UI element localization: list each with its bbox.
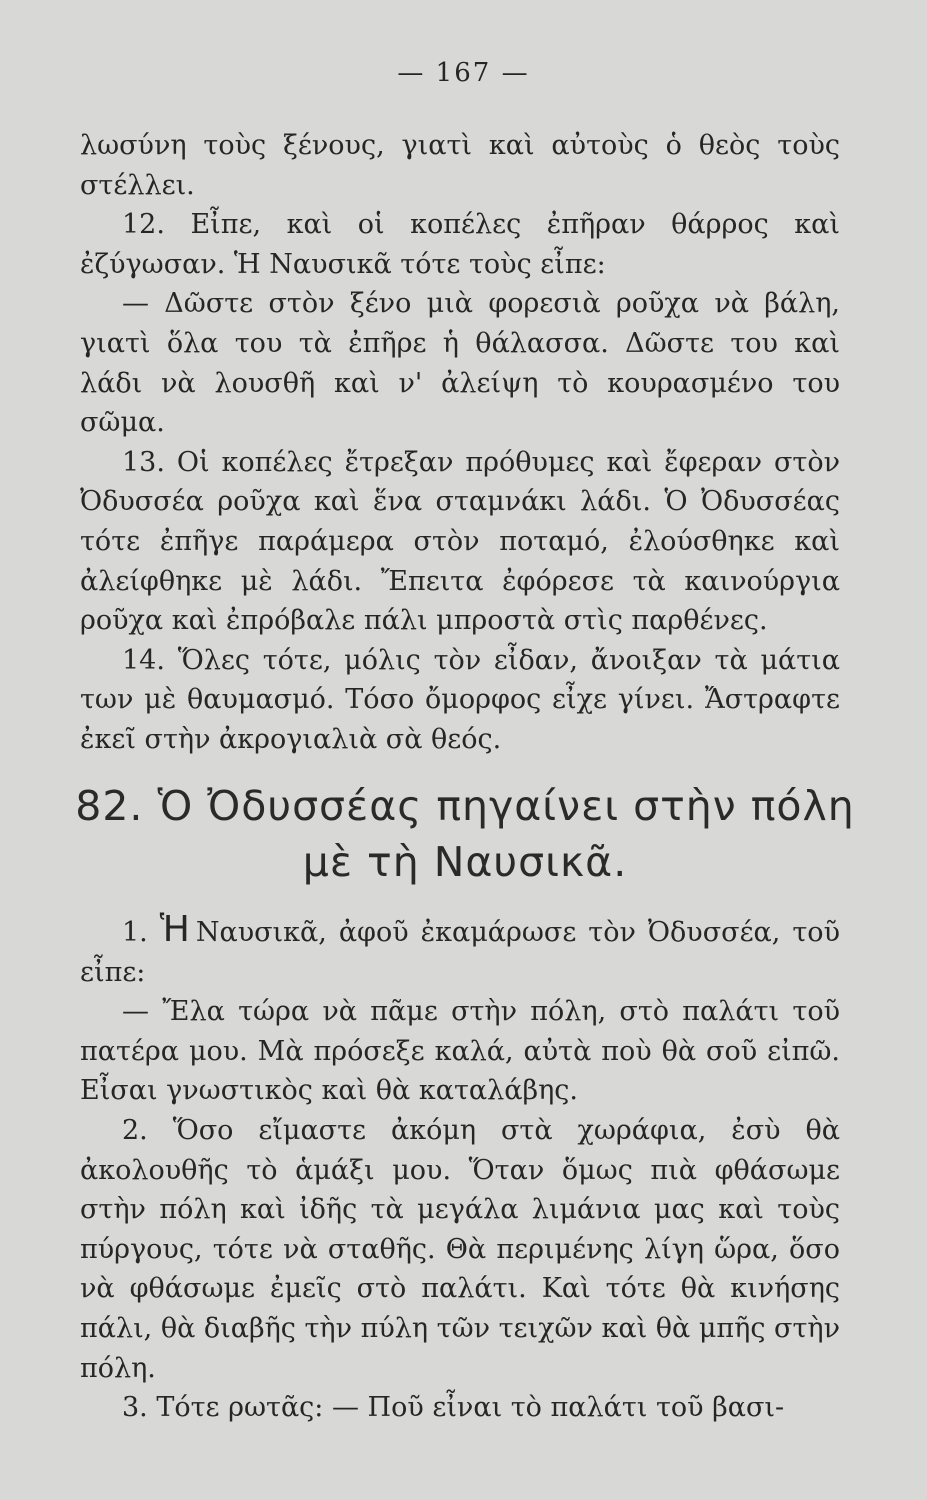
paragraph-1 xyxy=(80,910,840,992)
drop-cap-letter: Ἡ xyxy=(159,909,190,950)
paragraph-nausicaa-instructions: — Ἔλα τώρα νὰ πᾶμε στὴν πόλη, στὸ παλάτι τοῦ πατέρα μου. Μὰ πρόσεξε καλά, αὐτὰ ποὺ θὰ σοῦ εἰπῶ. Εἶσαι γνωστικὸς καὶ θὰ καταλάβης. xyxy=(80,996,840,1107)
paragraph-2: 2. Ὅσο εἴμαστε ἀκόμη στὰ χωράφια, ἐσὺ θὰ ἀκολουθῆς τὸ ἁμάξι μου. Ὅταν ὅμως πιὰ φθάσωμε στὴν πόλη καὶ ἰδῆς τὰ μεγάλα λιμάνια μας καὶ τοὺς πύργους, τότε νὰ σταθῆς. Θὰ περιμένης λίγη ὥρα, ὅσο νὰ φθάσωμε ἐμεῖς στὸ παλάτι. Καὶ τότε θὰ κινήσης πάλι, θὰ διαβῆς τὴν πύλη τῶν τειχῶν καὶ θὰ μπῆς στὴν πόλη. xyxy=(80,1114,840,1384)
top-text-block xyxy=(80,126,840,760)
paragraph-3: 3. Τότε ρωτᾶς: — Ποῦ εἶναι τὸ παλάτι τοῦ βασι- xyxy=(122,1392,785,1424)
paragraph-13: 13. Οἱ κοπέλες ἔτρεξαν πρόθυμες καὶ ἔφεραν στὸν Ὀδυσσέα ροῦχα καὶ ἕνα σταμνάκι λάδι. Ὁ Ὀδυσσέας τότε ἐπῆγε παράμερα στὸν ποταμό, ἐλούσθηκε καὶ ἀλείφθηκε μὲ λάδι. Ἔπειτα ἐφόρεσε τὰ καινούργια ροῦχα καὶ ἐπρόβαλε πάλι μπροστὰ στὶς παρθένες. xyxy=(80,446,840,637)
chapter-heading xyxy=(60,778,870,890)
paragraph-nausicaa-speech: — Δῶστε στὸν ξένο μιὰ φορεσιὰ ροῦχα νὰ βάλη, γιατὶ ὅλα του τὰ ἐπῆρε ἡ θάλασσα. Δῶστε του καὶ λάδι νὰ λουσθῆ καὶ ν' ἀλείψη τὸ κουρασμένο του σῶμα. xyxy=(80,288,840,439)
paragraph-1-text: Ναυσικᾶ, ἀφοῦ ἐκαμάρωσε τὸν Ὀδυσσέα, τοῦ εἶπε: xyxy=(80,917,840,988)
paragraph-14: 14. Ὅλες τότε, μόλις τὸν εἶδαν, ἄνοιξαν τὰ μάτια των μὲ θαυμασμό. Τόσο ὄμορφος εἶχε γίνει. Ἄστραφτε ἐκεῖ στὴν ἀκρογιαλιὰ σὰ θεός. xyxy=(80,644,840,755)
bottom-text-block xyxy=(80,910,840,1428)
chapter-heading-line-2: μὲ τὴ Ναυσικᾶ. xyxy=(302,838,628,886)
page-number: — 167 — xyxy=(397,58,530,88)
paragraph-continuation: λωσύνη τοὺς ξένους, γιατὶ καὶ αὐτοὺς ὁ θεὸς τοὺς στέλλει. xyxy=(80,130,840,201)
paragraph-12: 12. Εἶπε, καὶ οἱ κοπέλες ἐπῆραν θάρρος καὶ ἐζύγωσαν. Ἡ Ναυσικᾶ τότε τοὺς εἶπε: xyxy=(80,209,840,280)
chapter-heading-line-1: 82. Ὁ Ὀδυσσέας πηγαίνει στὴν πόλη xyxy=(75,782,855,830)
paragraph-1-number: 1. xyxy=(122,917,148,948)
